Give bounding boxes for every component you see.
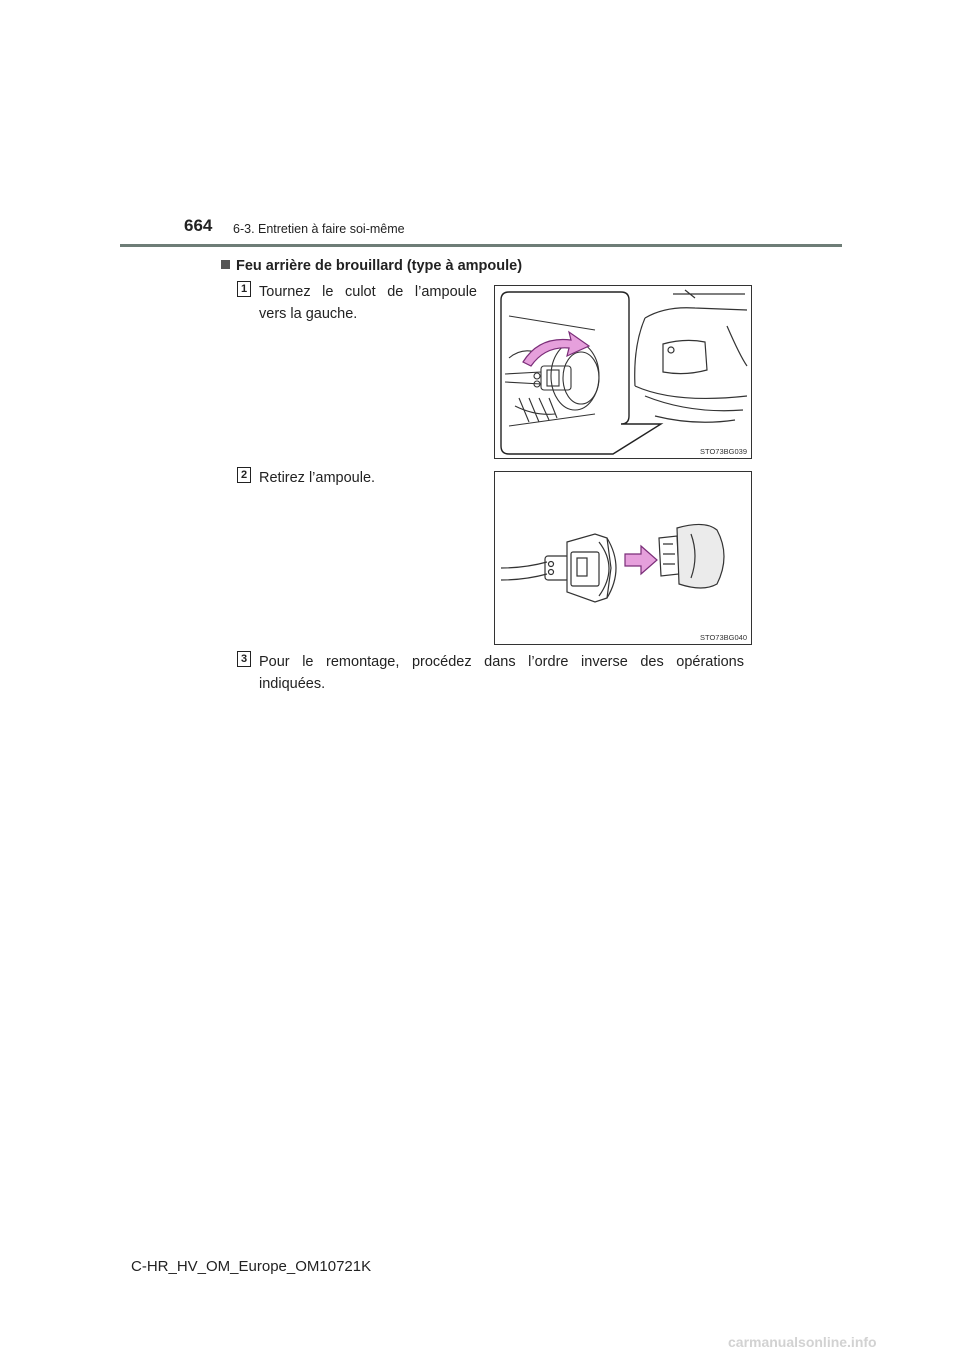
- rear-fog-socket-illustration: [495, 286, 751, 458]
- step-1-text: Tournez le culot de l’ampoule vers la gauche.: [259, 284, 477, 322]
- watermark: carmanualsonline.info: [728, 1334, 877, 1350]
- header-section-title: 6-3. Entretien à faire soi-même: [233, 222, 405, 236]
- section-bullet-icon: [221, 260, 230, 269]
- figure-code-2: STO73BG040: [700, 633, 747, 642]
- figure-code-1: STO73BG039: [700, 447, 747, 456]
- pull-right-arrow-icon: [625, 546, 657, 574]
- figure-rear-fog-bulb-socket: [494, 285, 752, 459]
- footer-document-code: C-HR_HV_OM_Europe_OM10721K: [131, 1258, 372, 1275]
- section-title: [221, 258, 522, 274]
- header-rule: [120, 244, 842, 247]
- step-2-text: Retirez l’ampoule.: [259, 470, 376, 486]
- step-3-text: Pour le remontage, procédez dans l’ordre inverse des opérations indiquées.: [259, 654, 744, 692]
- step-2-badge: 2: [237, 467, 251, 483]
- section-title-text: Feu arrière de brouillard (type à ampoule): [236, 258, 523, 274]
- step-3-badge: 3: [237, 651, 251, 667]
- figure-bulb-removal: [494, 471, 752, 645]
- step-1-badge: 1: [237, 281, 251, 297]
- bulb-removal-illustration: [495, 472, 751, 644]
- page-number: 664: [184, 216, 213, 235]
